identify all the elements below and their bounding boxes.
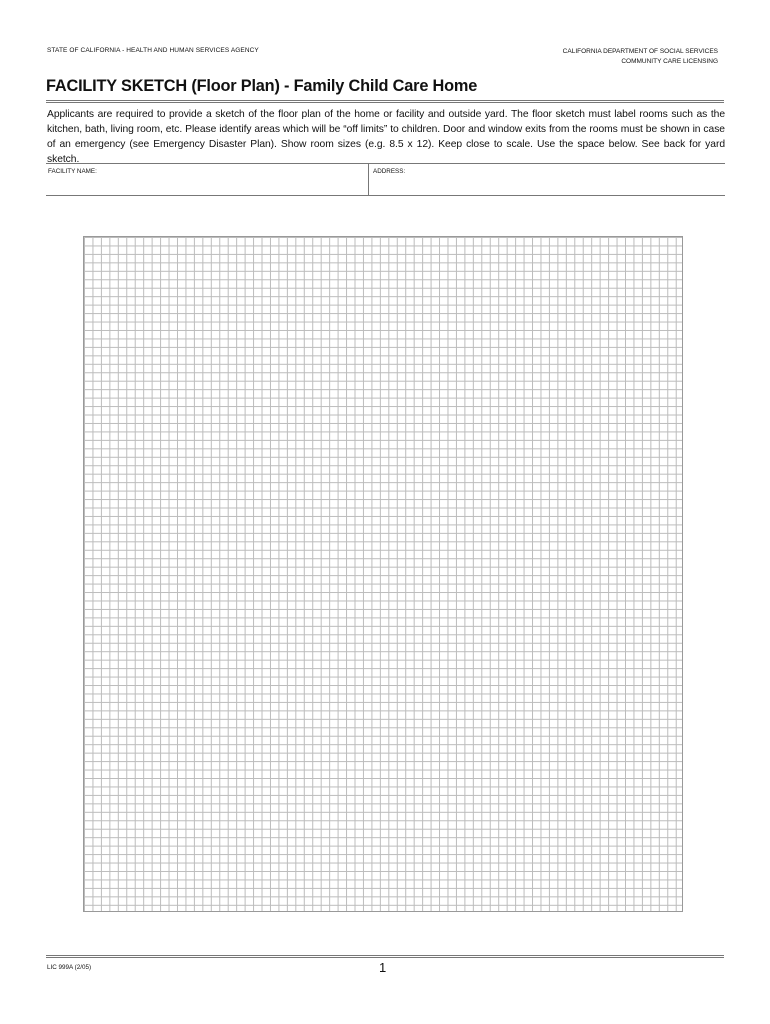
facility-info-row bbox=[46, 163, 725, 196]
department-header bbox=[563, 47, 718, 66]
form-number: LIC 999A (2/05) bbox=[47, 964, 92, 971]
page-title: FACILITY SKETCH (Floor Plan) - Family Child Care Home bbox=[46, 76, 478, 95]
title-divider-second bbox=[46, 102, 724, 103]
facility-name-field[interactable] bbox=[46, 164, 369, 195]
department-name: CALIFORNIA DEPARTMENT OF SOCIAL SERVICES bbox=[562, 48, 718, 55]
address-label: ADDRESS: bbox=[373, 168, 406, 175]
sketch-grid[interactable] bbox=[83, 236, 683, 912]
footer-divider bbox=[46, 955, 724, 956]
page-number: 1 bbox=[379, 960, 387, 975]
title-divider bbox=[46, 100, 724, 101]
division-name: COMMUNITY CARE LICENSING bbox=[621, 57, 718, 65]
facility-name-label: FACILITY NAME: bbox=[48, 168, 97, 175]
footer-divider-second bbox=[46, 957, 724, 958]
address-field[interactable] bbox=[369, 164, 725, 195]
agency-header: STATE OF CALIFORNIA - HEALTH AND HUMAN SERVICES AGENCY bbox=[47, 47, 259, 54]
instructions-paragraph: Applicants are required to provide a sketch of the floor plan of the home or facility and outside yard. The floor sketch must label rooms such as the kitchen, bath, living room, etc. Please identify areas which will be “off limits” to children. Door and window exits from the rooms must be shown in case of an emergency (see Emergency Disaster Plan). Show room sizes (e.g. 8.5 x 12). Keep close to scale. Use the space below. See back for yard sketch. bbox=[47, 109, 725, 165]
